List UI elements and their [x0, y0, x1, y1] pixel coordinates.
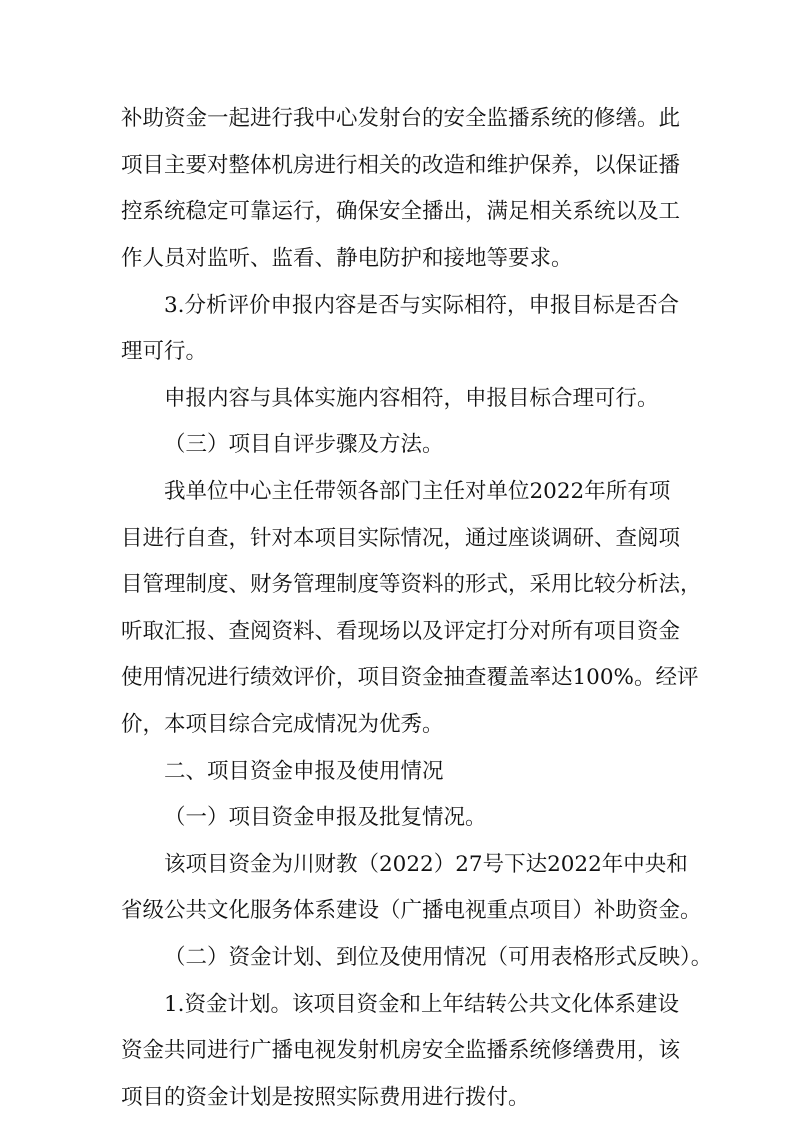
body-text-line: 听取汇报、查阅资料、看现场以及评定打分对所有项目资金	[121, 619, 681, 644]
body-text-line: 使用情况进行绩效评价，项目资金抽查覆盖率达100%。经评	[121, 665, 699, 690]
section-heading: 二、项目资金申报及使用情况	[164, 759, 444, 784]
body-text-line: 价，本项目综合完成情况为优秀。	[121, 712, 444, 737]
section-heading: （三）项目自评步骤及方法。	[164, 432, 444, 457]
body-text-line: 作人员对监听、监看、静电防护和接地等要求。	[121, 246, 573, 271]
body-text-line: 项目的资金计划是按照实际费用进行拨付。	[121, 1085, 530, 1110]
body-text-line: 申报内容与具体实施内容相符，申报目标合理可行。	[164, 386, 659, 411]
section-heading: （一）项目资金申报及批复情况。	[164, 805, 487, 830]
body-text-line: 理可行。	[121, 339, 208, 364]
section-heading: （二）资金计划、到位及使用情况（可用表格形式反映）。	[164, 945, 713, 970]
body-text-line: 控系统稳定可靠运行，确保安全播出，满足相关系统以及工	[121, 199, 681, 224]
body-text-line: 资金共同进行广播电视发射机房安全监播系统修缮费用，该	[121, 1038, 681, 1063]
body-text-line: 项目主要对整体机房进行相关的改造和维护保养，以保证播	[121, 153, 681, 178]
body-text-line: 目管理制度、财务管理制度等资料的形式，采用比较分析法，	[121, 572, 702, 597]
body-text-line: 3.分析评价申报内容是否与实际相符，申报目标是否合	[164, 293, 680, 318]
body-text-line: 目进行自查，针对本项目实际情况，通过座谈调研、查阅项	[121, 526, 681, 551]
body-text-line: 我单位中心主任带领各部门主任对单位2022年所有项	[164, 479, 671, 504]
body-text-line: 补助资金一起进行我中心发射台的安全监播系统的修缮。此	[121, 106, 681, 131]
body-text-line: 省级公共文化服务体系建设（广播电视重点项目）补助资金。	[121, 898, 702, 923]
body-text-line: 该项目资金为川财教（2022）27号下达2022年中央和	[164, 852, 688, 877]
body-text-line: 1.资金计划。该项目资金和上年结转公共文化体系建设	[164, 992, 680, 1017]
